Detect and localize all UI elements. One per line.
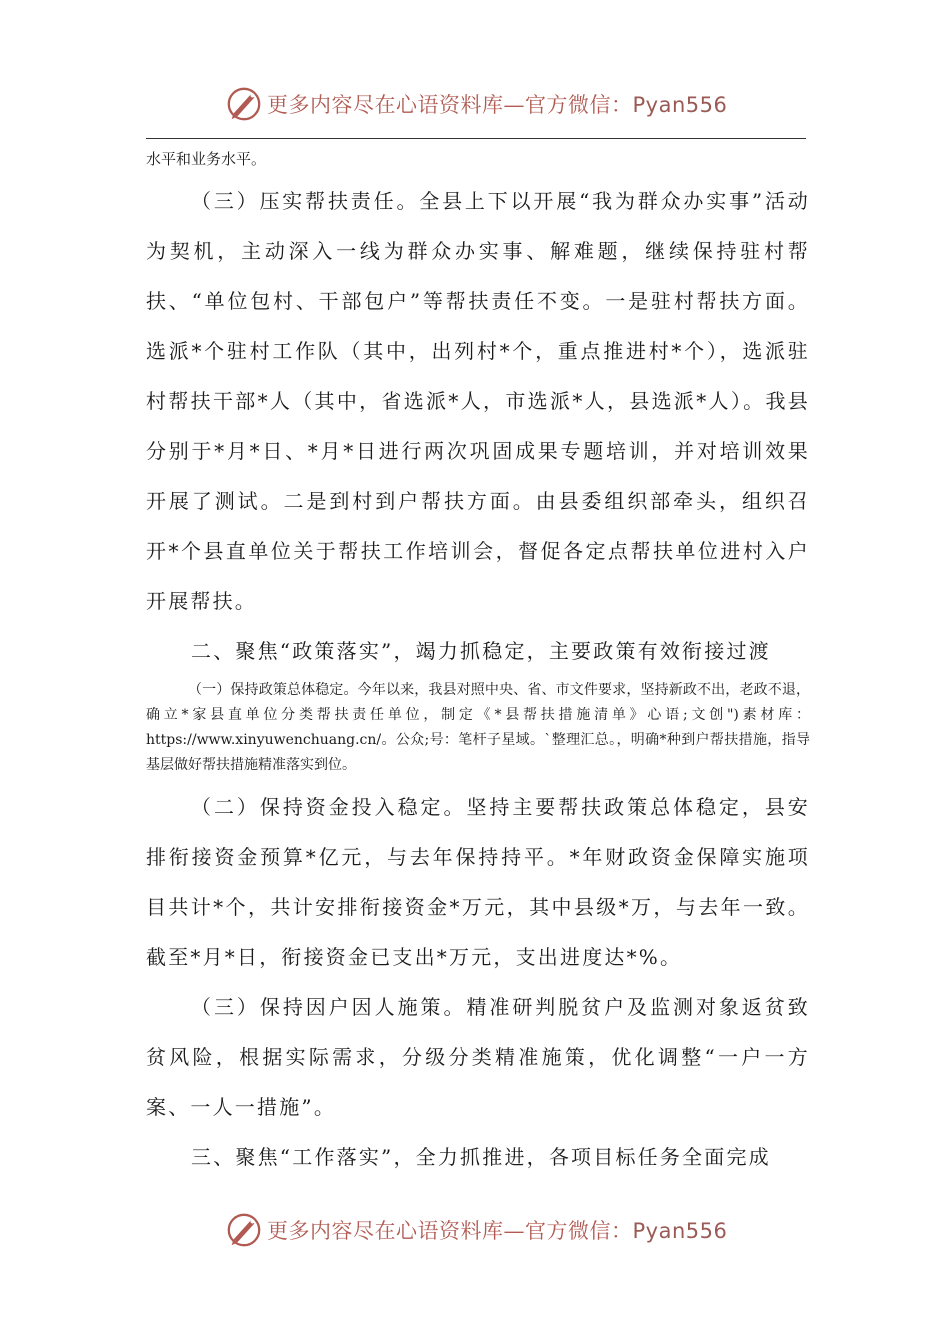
header-watermark (225, 84, 727, 124)
watermark-dash: — (503, 93, 525, 117)
watermark-text: 更多内容尽在心语资料库 (267, 1219, 504, 1243)
watermark-text: 更多内容尽在心语资料库 (267, 93, 504, 117)
section-heading-policy: 二、聚焦“政策落实”，竭力抓稳定，主要政策有效衔接过渡 (191, 639, 771, 663)
watermark-dash: — (503, 1219, 525, 1243)
watermark-wechat-id: Pyan556 (632, 93, 728, 117)
paragraph-policy-stability: （一）保持政策总体稳定。今年以来，我县对照中央、省、市文件要求，坚持新政不出，老政不退，确立*家县直单位分类帮扶责任单位，制定《*县帮扶措施清单》心语;文创")素材库：https://www.xinyuwenchuang.cn/。公众;号：笔杆子星域。`整理汇总。，明确*种到户帮扶措施，指导基层做好帮扶措施精准落实到位。 (146, 682, 810, 773)
footer-watermark (225, 1210, 727, 1250)
paragraph-responsibility: （三）压实帮扶责任。全县上下以开展“我为群众办实事”活动为契机，主动深入一线为群众办实事、解难题，继续保持驻村帮扶、“单位包村、干部包户”等帮扶责任不变。一是驻村帮扶方面。选派*个驻村工作队（其中，出列村*个，重点推进村*个），选派驻村帮扶干部*人（其中，省选派*人，市选派*人，县选派*人）。我县分别于*月*日、*月*日进行两次巩固成果专题培训，并对培训效果开展了测试。二是到村到户帮扶方面。由县委组织部牵头，组织召开*个县直单位关于帮扶工作培训会，督促各定点帮扶单位进村入户开展帮扶。 (146, 189, 810, 613)
paragraph-funding: （二）保持资金投入稳定。坚持主要帮扶政策总体稳定，县安排衔接资金预算*亿元，与去年保持持平。*年财政资金保障实施项目共计*个，共计安排衔接资金*万元，其中县级*万，与去年一致。截至*月*日，衔接资金已支出*万元，支出进度达*%。 (146, 795, 810, 969)
section-heading-work: 三、聚焦“工作落实”，全力抓推进，各项目标任务全面完成 (191, 1145, 771, 1169)
document-body (146, 144, 810, 1182)
watermark-wechat-label: 官方微信： (525, 1219, 633, 1243)
watermark-wechat-id: Pyan556 (632, 1219, 728, 1243)
watermark-wechat-label: 官方微信： (525, 93, 633, 117)
header-rule (146, 138, 806, 139)
paragraph-targeted-measures: （三）保持因户因人施策。精准研判脱贫户及监测对象返贫致贫风险，根据实际需求，分级分类精准施策，优化调整“一户一方案、一人一措施”。 (146, 995, 810, 1119)
pen-logo-icon (225, 85, 263, 123)
paragraph-continuation: 水平和业务水平。 (146, 150, 267, 168)
pen-logo-icon (225, 1211, 263, 1249)
